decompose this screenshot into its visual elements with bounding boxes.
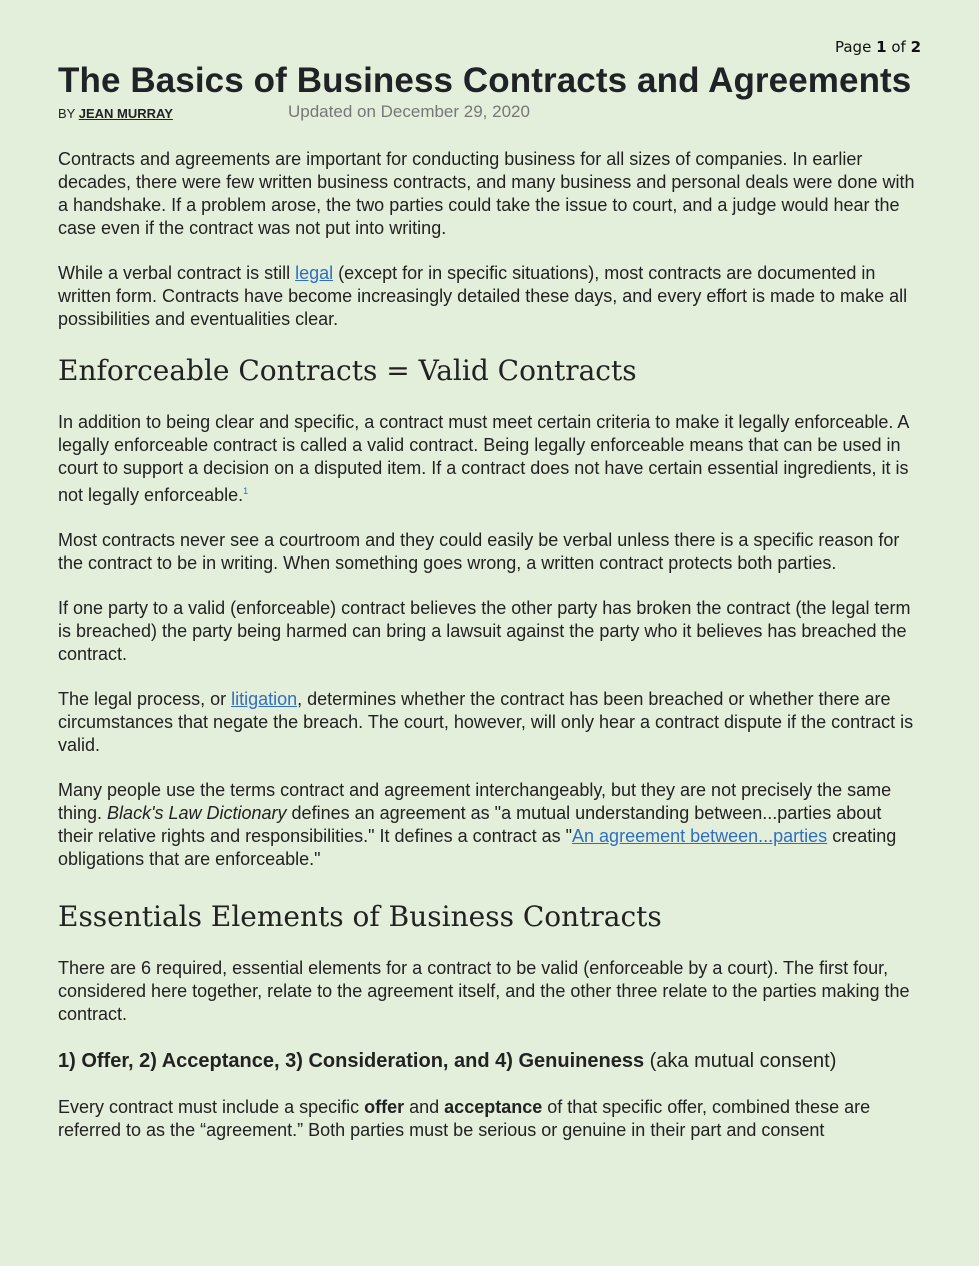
text-span: and [404, 1097, 445, 1117]
text-span: defines an agreement as "a mutual understanding between...parties about their relative rights and responsibilities." It defines a contract as " [58, 803, 882, 846]
legal-link[interactable]: legal [295, 263, 334, 283]
paragraph-definitions [58, 779, 920, 871]
paragraph-verbal [58, 262, 920, 331]
text-span: of that specific offer, combined these are referred to as the “agreement.” Both parties must be serious or genuine in their part and consent [58, 1097, 871, 1140]
section-heading-enforceable: Enforceable Contracts = Valid Contracts [58, 354, 637, 387]
text-span: Every contract must include a specific [58, 1097, 365, 1117]
text-span: Many people use the terms contract and agreement interchangeably, but they are not precisely the same thing. [58, 780, 892, 823]
footnote-ref[interactable]: 1 [243, 486, 249, 496]
author-line [58, 106, 173, 121]
page-current: 1 [876, 38, 887, 56]
section-heading-essentials: Essentials Elements of Business Contracts [58, 900, 662, 933]
text-span: In addition to being clear and specific, a contract must meet certain criteria to make it legally enforceable. A legally enforceable contract is called a valid contract. Being legally enforceable means that can be used in court to support a decision on a disputed item. If a contract does not have certain essential ingredients, it is not legally enforceable. [58, 412, 909, 505]
term-offer: offer [364, 1097, 405, 1117]
paragraph-litigation [58, 688, 920, 757]
page-of: of [891, 38, 906, 56]
author-link[interactable]: JEAN MURRAY [78, 106, 173, 121]
paragraph-offer [58, 1096, 920, 1142]
paragraph-breach: If one party to a valid (enforceable) contract believes the other party has broken the contract (the legal term is breached) the party being harmed can bring a lawsuit against the party who it believes has breached the contract. [58, 598, 911, 664]
term-acceptance: acceptance [444, 1097, 543, 1117]
text-span: , determines whether the contract has been breached or whether there are circumstances that negate the breach. The court, however, will only hear a contract dispute if the contract is valid. [58, 689, 914, 755]
paragraph-criteria [58, 411, 920, 507]
litigation-link[interactable]: litigation [231, 689, 298, 709]
text-span: The legal process, or [58, 689, 232, 709]
page-label: Page [834, 38, 872, 56]
subheading-bold: 1) Offer, 2) Acceptance, 3) Consideration, and 4) Genuineness [58, 1050, 645, 1072]
updated-date: Updated on December 29, 2020 [288, 102, 530, 121]
article-title: The Basics of Business Contracts and Agreements [58, 61, 912, 100]
text-span: creating obligations that are enforceable." [58, 826, 897, 869]
page-number [835, 38, 921, 56]
dictionary-title: Black's Law Dictionary [107, 803, 287, 823]
agreement-link[interactable]: An agreement between...parties [572, 826, 828, 846]
page-total: 2 [910, 38, 921, 56]
by-label: BY [58, 106, 76, 121]
article [58, 60, 920, 1164]
text-span: (except for in specific situations), most contracts are documented in written form. Contracts have become increasingly detailed these days, and every effort is made to make all possibilities and eventualities clear. [58, 263, 908, 329]
paragraph-elements: There are 6 required, essential elements for a contract to be valid (enforceable by a court). The first four, considered here together, relate to the agreement itself, and the other three relate to the parties making the contract. [58, 958, 910, 1024]
byline [58, 102, 920, 126]
paragraph-intro: Contracts and agreements are important for conducting business for all sizes of companies. In earlier decades, there were few written business contracts, and many business and personal deals were done with a handshake. If a problem arose, the two parties could take the issue to court, and a judge would hear the case even if the contract was not put into writing. [58, 149, 915, 238]
paragraph-courtroom: Most contracts never see a courtroom and they could easily be verbal unless there is a specific reason for the contract to be in writing. When something goes wrong, a written contract protects both parties. [58, 530, 900, 573]
subheading-rest: (aka mutual consent) [644, 1050, 837, 1072]
text-span: While a verbal contract is still [58, 263, 296, 283]
subheading-elements [58, 1048, 920, 1074]
